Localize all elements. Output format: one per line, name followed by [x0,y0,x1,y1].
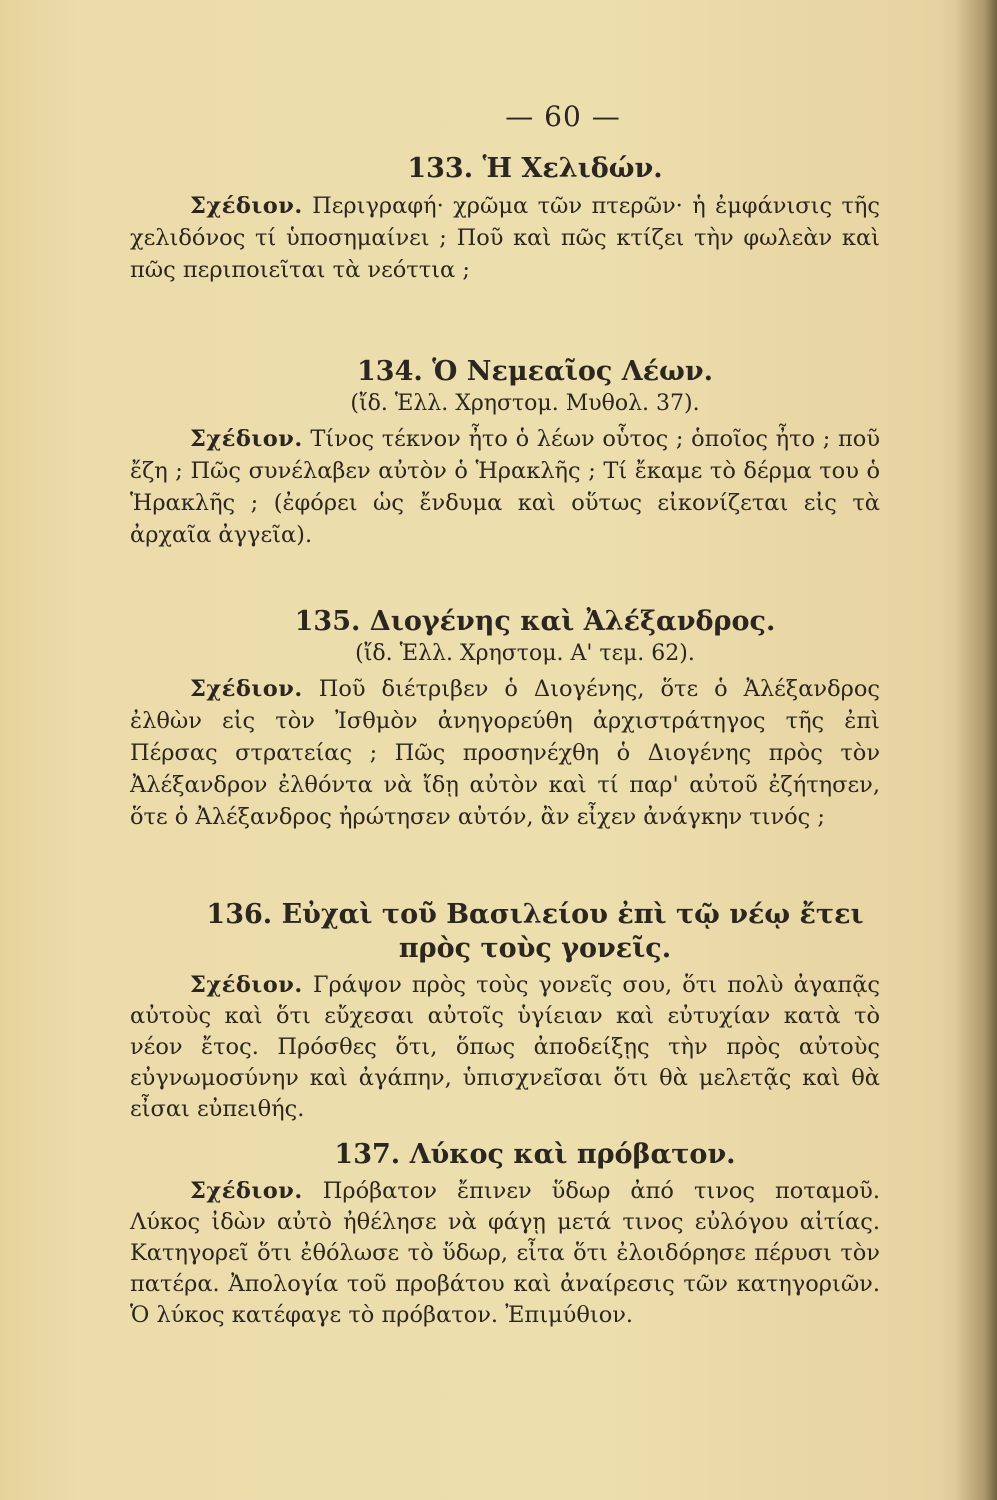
entry-title: 136. Εὐχαὶ τοῦ Βασιλείου ἐπὶ τῷ νέῳ ἔτει πρὸς τοὺς γονεῖς. [206,899,864,964]
entry-lead: Σχέδιον. [190,1178,303,1204]
entry-text: Γράψον πρὸς τοὺς γονεῖς σου, ὅτι πολὺ ἀγαπᾷς αὐτοὺς καὶ ὅτι εὔχεσαι αὐτοῖς ὑγίειαν καὶ εὐτυχίαν κατὰ τὸ νέον ἔτος. Πρόσθες ὅτι, ὅπως ἀποδείξῃς τὴν πρὸς αὐτοὺς εὐγνωμοσύνην καὶ ἀγάπην, ὑπισχνεῖσαι ὅτι θὰ μελετᾷς καὶ θὰ εἶσαι εὐπειθής. [130,972,880,1122]
entry-lead: Σχέδιον. [190,676,303,702]
entry-135 [130,605,880,833]
entry-title: 137. Λύκος καὶ πρόβατον. [334,1139,736,1170]
entry-body [130,673,880,833]
entry-text: Τίνος τέκνον ἦτο ὁ λέων οὗτος ; ὁποῖος ἦτο ; ποῦ ἔζη ; Πῶς συνέλαβεν αὐτὸν ὁ Ἡρακλῆς ; Τί ἔκαμε τὸ δέρμα του ὁ Ἡρακλῆς ; (ἐφόρει ὡς ἔνδυμα καὶ οὕτως εἰκονίζεται εἰς τὰ ἀρχαῖα ἀγγεῖα). [130,426,880,548]
book-spine-shadow [955,0,997,1500]
entry-text: Πρόβατον ἔπινεν ὕδωρ ἀπό τινος ποταμοῦ. Λύκος ἰδὼν αὐτὸ ἠθέλησε νὰ φάγῃ μετά τινος εὐλόγου αἰτίας. Κατηγορεῖ ὅτι ἐθόλωσε τὸ ὕδωρ, εἶτα ὅτι ἐλοιδόρησε πέρυσι τὸν πατέρα. Ἀπολογία τοῦ προβάτου καὶ ἀναίρεσις τῶν κατηγοριῶν. Ὁ λύκος κατέφαγε τὸ πρόβατον. Ἐπιμύθιον. [130,1178,880,1328]
entry-lead: Σχέδιον. [190,972,303,998]
entry-136 [130,898,880,1125]
entry-text: Ποῦ διέτριβεν ὁ Διογένης, ὅτε ὁ Ἀλέξανδρος ἐλθὼν εἰς τὸν Ἰσθμὸν ἀνηγορεύθη ἀρχιστράτηγος τῆς ἐπὶ Πέρσας στρατείας ; Πῶς προσηνέχθη ὁ Διογένης πρὸς τὸν Ἀλέξανδρον ἐλθόντα νὰ ἴδῃ αὐτὸν καὶ τί παρ' αὐτοῦ ἐζήτησεν, ὅτε ὁ Ἀλέξανδρος ἠρώτησεν αὐτόν, ἂν εἶχεν ἀνάγκην τινός ; [130,676,880,830]
entry-source: (ἴδ. Ἑλλ. Χρηστομ. Α' τεμ. 62). [355,641,695,666]
entry-body [130,1176,880,1331]
entry-133 [130,152,880,286]
entry-137 [130,1138,880,1331]
entry-134 [130,355,880,551]
entry-body [130,423,880,551]
page-number: — 60 — [505,100,621,133]
entry-lead: Σχέδιον. [190,193,303,219]
entry-lead: Σχέδιον. [190,426,303,452]
entry-title: 134. Ὁ Νεμεαῖος Λέων. [357,356,713,387]
entry-body [130,970,880,1125]
entry-source: (ἴδ. Ἑλλ. Χρηστομ. Μυθολ. 37). [350,391,700,416]
entry-title: 133. Ἡ Χελιδών. [407,153,663,184]
entry-text: Περιγραφή· χρῶμα τῶν πτερῶν· ἡ ἐμφάνισις τῆς χελιδόνος τί ὑποσημαίνει ; Ποῦ καὶ πῶς κτίζει τὴν φωλεὰν καὶ πῶς περιποιεῖται τὰ νεόττια ; [130,193,880,283]
entry-body [130,190,880,286]
entry-title: 135. Διογένης καὶ Ἀλέξανδρος. [294,606,776,637]
